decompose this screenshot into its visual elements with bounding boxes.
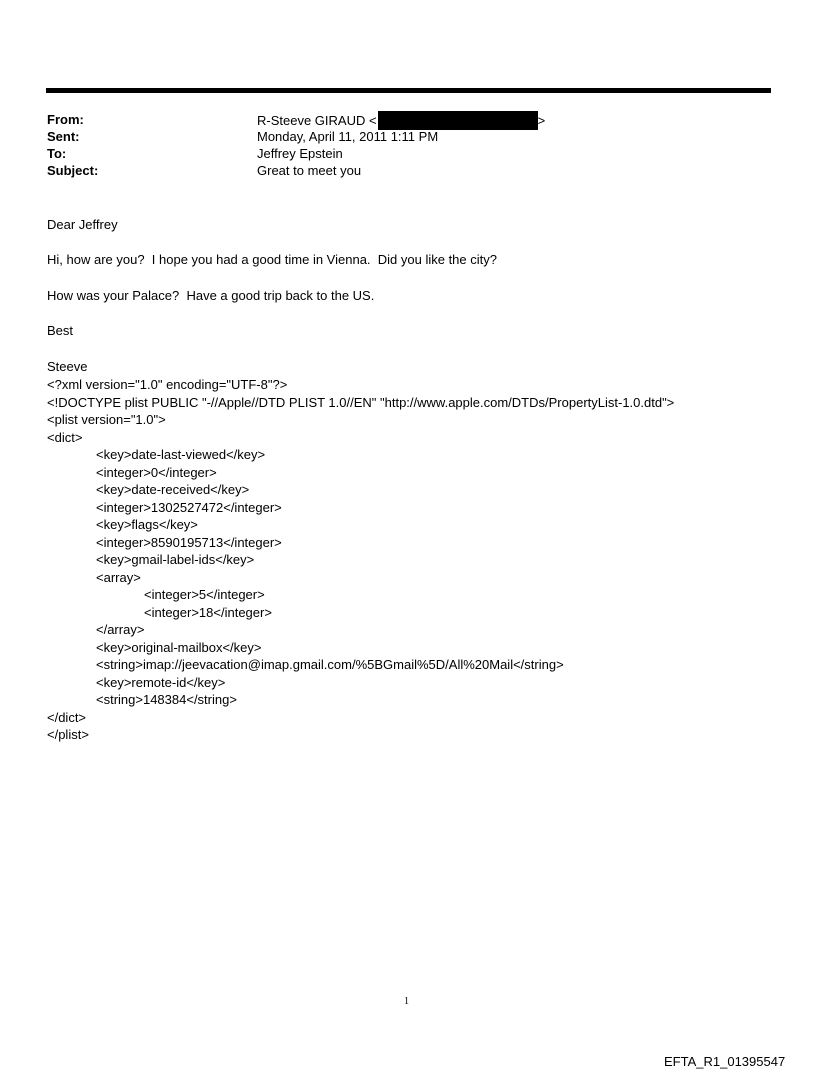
from-close-bracket: > — [537, 113, 546, 128]
greeting: Dear Jeffrey — [47, 217, 118, 232]
xml-line: <integer>1302527472</integer> — [96, 499, 282, 515]
subject-value: Great to meet you — [257, 163, 362, 178]
xml-line: <integer>8590195713</integer> — [96, 534, 282, 550]
sent-label: Sent: — [47, 129, 80, 144]
from-label: From: — [47, 112, 84, 127]
signature: Steeve — [47, 359, 88, 374]
xml-line: </array> — [96, 622, 145, 637]
page-number: 1 — [404, 996, 409, 1007]
xml-line: <key>date-received</key> — [96, 482, 250, 497]
xml-line: <array> — [96, 569, 141, 585]
sent-value: Monday, April 11, 2011 1:11 PM — [257, 129, 439, 144]
xml-line: <key>gmail-label-ids</key> — [96, 552, 255, 567]
xml-line: <integer>0</integer> — [96, 464, 217, 480]
xml-line: <string>imap://jeevacation@imap.gmail.com/%5BGmail%5D/All%20Mail</string> — [96, 657, 564, 672]
from-value: R-Steeve GIRAUD < — [257, 113, 377, 128]
xml-line: <string>148384</string> — [96, 692, 237, 707]
xml-line: <dict> — [47, 429, 83, 445]
to-value: Jeffrey Epstein — [257, 146, 343, 161]
body-paragraph: Hi, how are you? I hope you had a good time in Vienna. Did you like the city? — [47, 252, 497, 267]
subject-label: Subject: — [47, 163, 99, 178]
xml-line: </dict> — [47, 709, 87, 725]
xml-line: <key>original-mailbox</key> — [96, 639, 262, 655]
xml-line: <key>remote-id</key> — [96, 674, 226, 690]
closing: Best — [47, 323, 74, 338]
xml-line: <plist version="1.0"> — [47, 412, 166, 427]
footer-document-id: EFTA_R1_01395547 — [664, 1054, 786, 1069]
body-paragraph: How was your Palace? Have a good trip back to the US. — [47, 288, 375, 303]
xml-line: <!DOCTYPE plist PUBLIC "-//Apple//DTD PLIST 1.0//EN" "http://www.apple.com/DTDs/PropertyList-1.0.dtd"> — [47, 394, 675, 410]
xml-line: <key>date-last-viewed</key> — [96, 447, 266, 462]
xml-line: <integer>18</integer> — [144, 604, 272, 620]
xml-line: <integer>5</integer> — [144, 587, 265, 602]
to-label: To: — [47, 146, 67, 161]
xml-line: <?xml version="1.0" encoding="UTF-8"?> — [47, 377, 288, 392]
header-rule — [46, 88, 771, 93]
xml-line: <key>flags</key> — [96, 517, 198, 532]
xml-line: </plist> — [47, 727, 89, 742]
